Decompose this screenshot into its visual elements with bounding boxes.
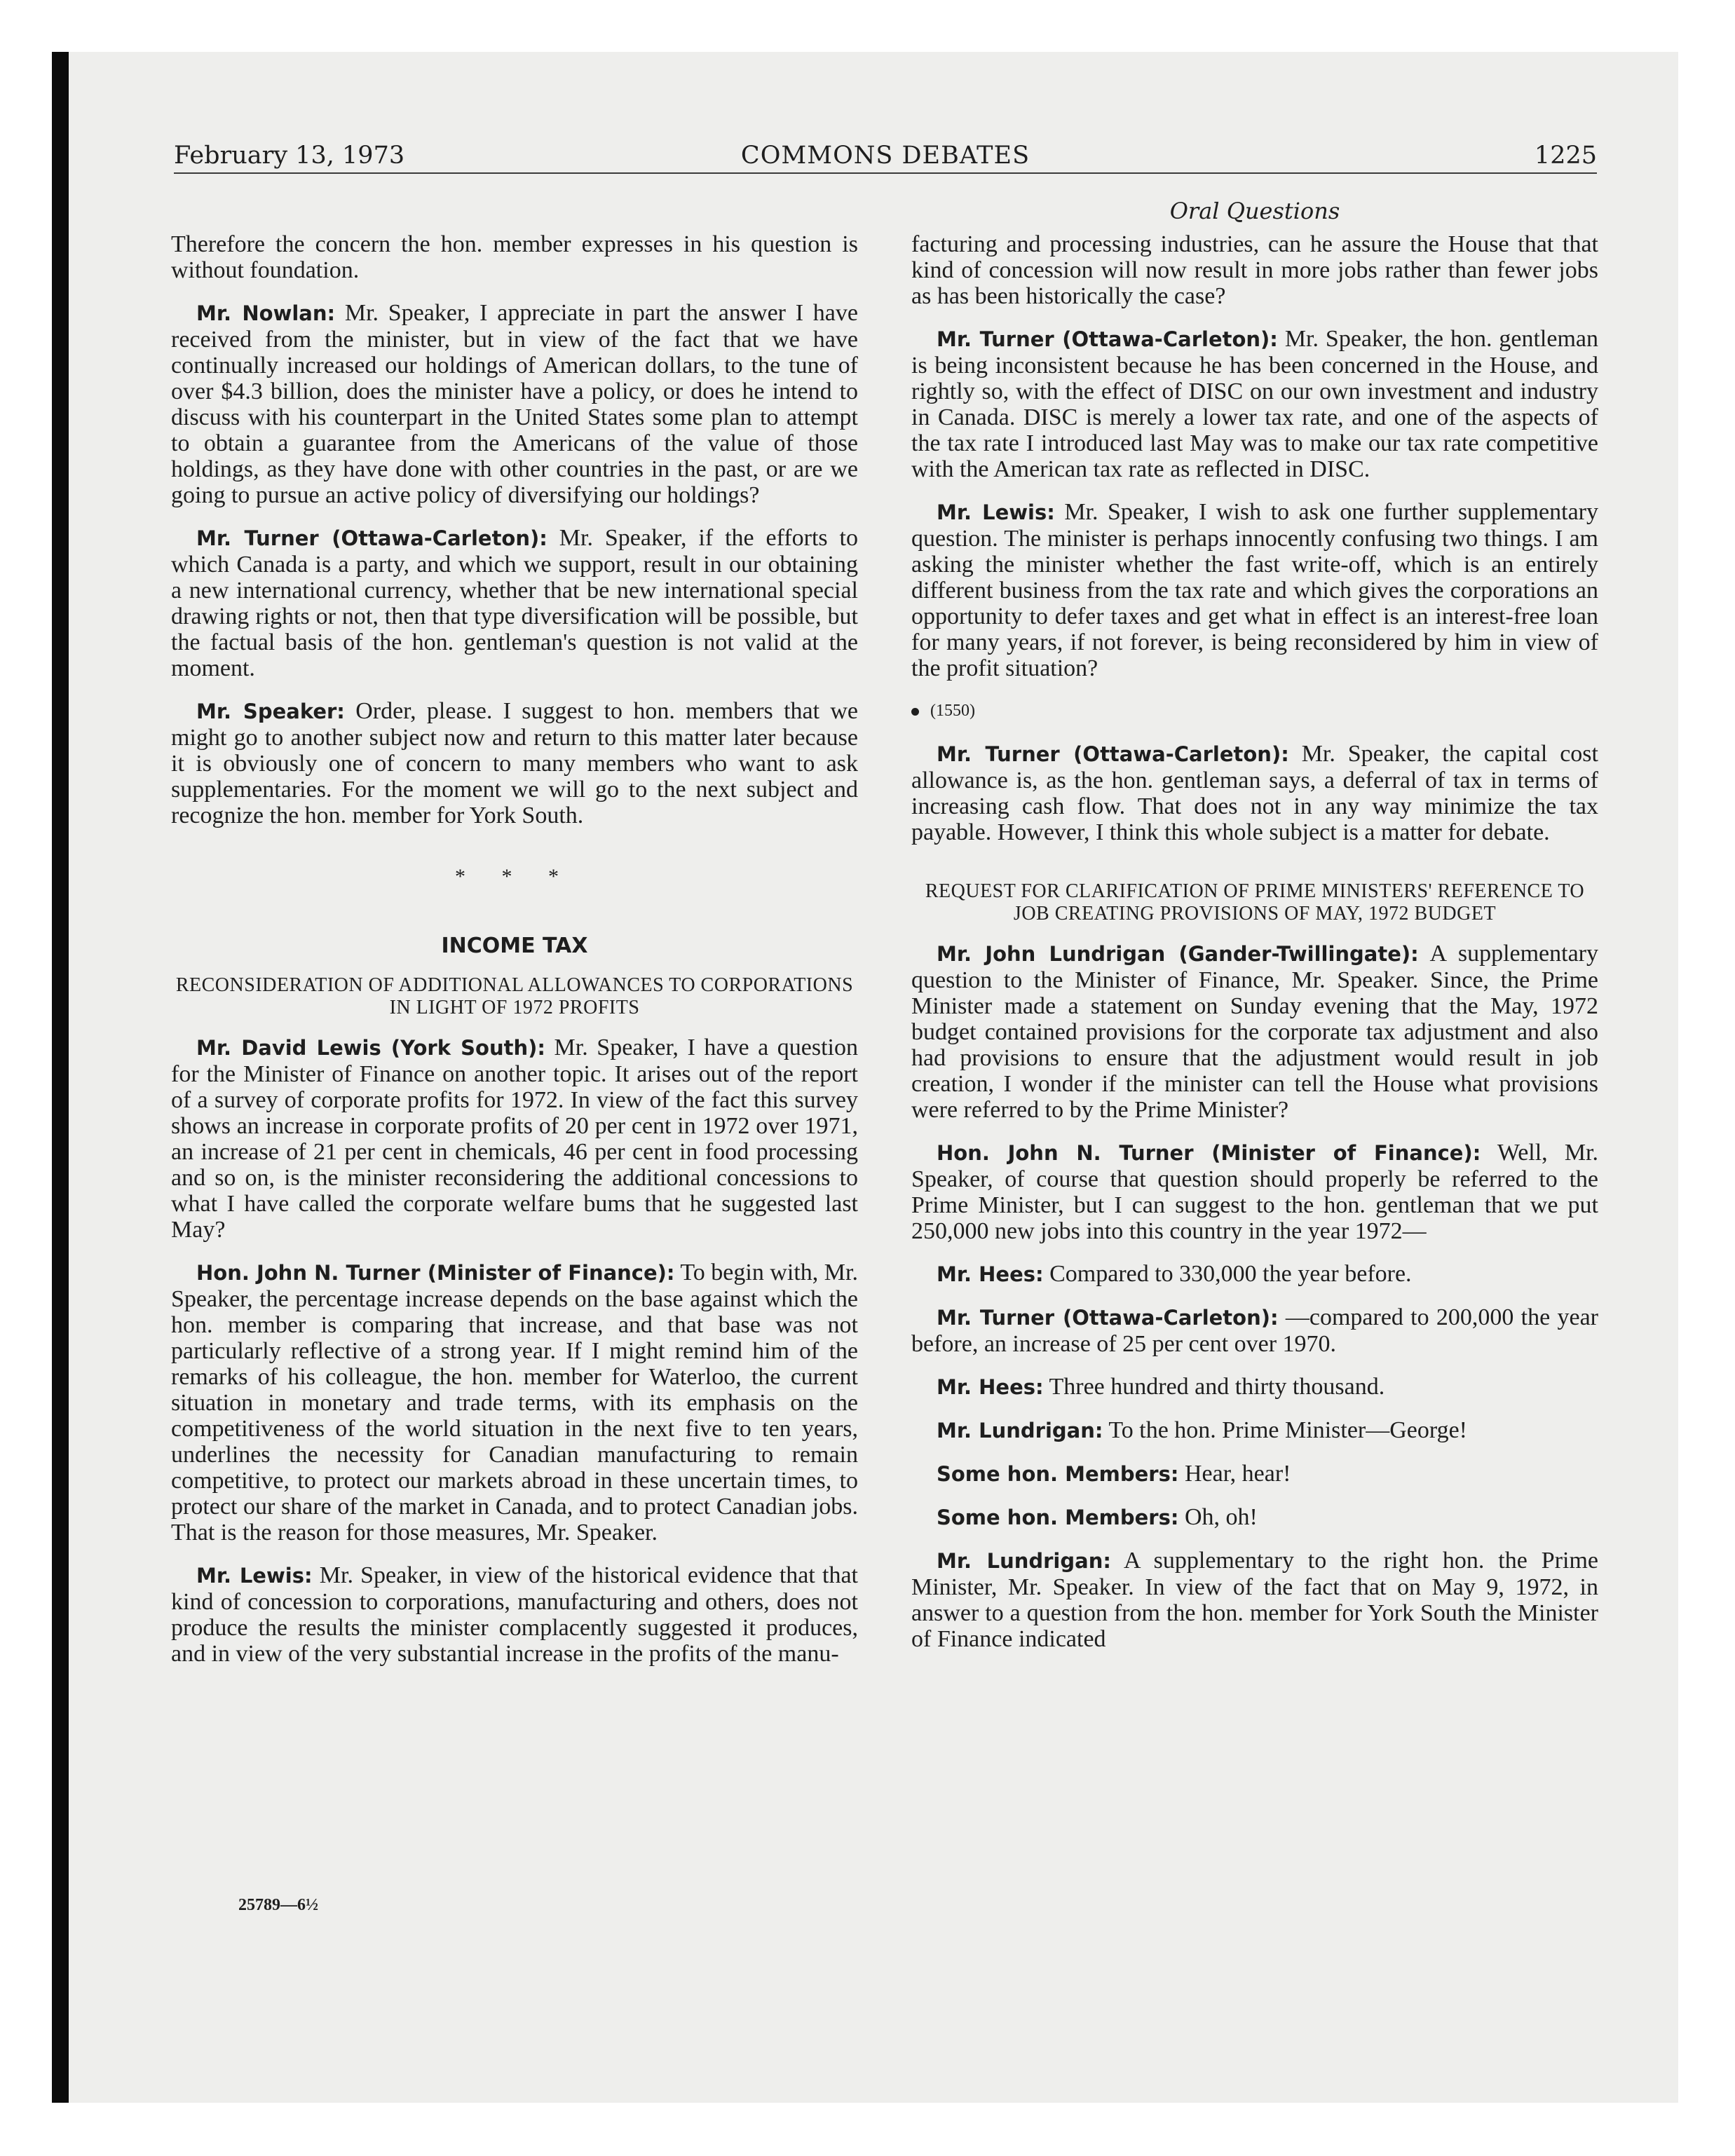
paragraph — [911, 1548, 1598, 1652]
speaker-name: Mr. Turner (Ottawa-Carleton): — [196, 526, 547, 550]
speaker-name: Mr. Hees: — [937, 1262, 1044, 1286]
paragraph-text: Mr. Speaker, I wish to ask one further supplementary question. The minister is perhaps innocently confusing two things. I am asking the minister whether the fast write-off, which is an entirely different business from the tax rate and which gives the corporations an opportunity to defer taxes and get what in effect is an interest-free loan for many years, if not forever, is being reconsidered by him in view of the profit situation? — [911, 499, 1598, 681]
paragraph — [171, 525, 858, 681]
topic-heading: INCOME TAX — [441, 934, 588, 958]
paragraph — [171, 231, 858, 283]
speaker-name: Mr. Speaker: — [196, 700, 345, 723]
time-marker — [911, 698, 1598, 724]
paragraph-text: Hear, hear! — [1178, 1461, 1291, 1487]
paragraph — [911, 326, 1598, 482]
paragraph-text: Compared to 330,000 the year before. — [1043, 1261, 1412, 1287]
paragraph — [911, 941, 1598, 1123]
paragraph-text: Well, Mr. Speaker, of course that question should properly be referred to the Prime Minister, but I can suggest to the hon. gentleman that we put 250,000 new jobs into this country in the year 1972— — [911, 1140, 1599, 1244]
time-marker-text: (1550) — [930, 702, 975, 720]
paragraph-text: A supplementary to the right hon. the Prime Minister, Mr. Speaker. In view of the fact that on May 9, 1972, in answer to a question from the hon. member for York South the Minister of Finance indicated — [911, 1548, 1598, 1652]
paragraph-text: A supplementary question to the Minister of Finance, Mr. Speaker. Since, the Prime Minister made a statement on Sunday evening that the May, 1972 budget contained provisions for the corporate tax adjustment and also had provisions to ensure that the adjustment would result in job creation, I wonder if the minister can tell the House what provisions were referred to by the Prime Minister? — [911, 941, 1599, 1123]
paragraph-text: Mr. Speaker, if the efforts to which Canada is a party, and which we support, result in our obtaining a new international currency, whether that be new international special drawing rights or not, then that type diversification will be possible, but the factual basis of the hon. gentleman's question is not valid at the moment. — [171, 525, 858, 681]
section-separator: * * * — [455, 865, 574, 888]
paragraph — [911, 1140, 1598, 1244]
speaker-name: Mr. Hees: — [937, 1375, 1044, 1399]
subtopic-heading: RECONSIDERATION OF ADDITIONAL ALLOWANCES TO CORPORATIONS IN LIGHT OF 1972 PROFITS — [175, 974, 854, 1018]
paragraph-text: To begin with, Mr. Speaker, the percentage increase depends on the base against which the hon. member is comparing that increase, and that base was not particularly reflective of a strong year. If I might remind him of the remarks of his colleague, the hon. member for Waterloo, the current situation in monetary and trade terms, with its emphasis on the competitiveness of the world situation in the next five to ten years, underlines the necessity for Canadian manufacturing to remain competitive, to protect our markets abroad in these uncertain times, to protect our share of the market in Canada, and to protect Canadian jobs. That is the reason for those measures, Mr. Speaker. — [171, 1260, 858, 1546]
speaker-name: Mr. Lewis: — [937, 500, 1055, 524]
left-column — [171, 231, 858, 1684]
speaker-name: Mr. Lewis: — [196, 1564, 313, 1588]
paragraph-text: Oh, oh! — [1178, 1504, 1258, 1530]
paragraph — [911, 1261, 1598, 1288]
paragraph-text: facturing and processing industries, can he assure the House that that kind of concession will now result in more jobs rather than fewer jobs as has been historically the case? — [911, 231, 1598, 309]
binding-edge — [52, 52, 69, 2103]
paragraph-text: Mr. Speaker, the hon. gentleman is being inconsistent because he has been concerned in the House, and rightly so, with the effect of DISC on our own investment and industry in Canada. DISC is merely a lower tax rate, and one of the aspects of the tax rate I introduced last May was to make our tax rate competitive with the American tax rate as reflected in DISC. — [911, 326, 1598, 482]
paragraph-text: Three hundred and thirty thousand. — [1043, 1374, 1385, 1400]
header-date: February 13, 1973 — [174, 142, 405, 170]
paragraph — [911, 1504, 1598, 1531]
paragraph — [911, 1304, 1598, 1357]
paragraph-text: Mr. Speaker, the capital cost allowance is, as the hon. gentleman says, a deferral of tax in terms of increasing cash flow. That does not in any way minimize the tax payable. However, I think this whole subject is a matter for debate. — [911, 741, 1598, 845]
speaker-name: Mr. Turner (Ottawa-Carleton): — [937, 327, 1278, 351]
speaker-name: Mr. Lundrigan: — [937, 1549, 1111, 1573]
paragraph-text: Therefore the concern the hon. member expresses in his question is without foundation. — [171, 231, 858, 283]
page-header — [174, 142, 1597, 174]
speaker-name: Some hon. Members: — [937, 1506, 1179, 1529]
page-number: 1225 — [1534, 142, 1597, 170]
speaker-name: Mr. Turner (Ottawa-Carleton): — [937, 742, 1289, 766]
bullet-icon — [911, 708, 919, 716]
subtopic-heading: REQUEST FOR CLARIFICATION OF PRIME MINISTERS' REFERENCE TO JOB CREATING PROVISIONS OF MAY, 1972 BUDGET — [925, 880, 1585, 925]
paragraph — [911, 499, 1598, 681]
speaker-name: Hon. John N. Turner (Minister of Finance): — [196, 1261, 675, 1285]
paragraph-text: Mr. Speaker, in view of the historical evidence that that kind of concession to corporations, manufacturing and others, does not produce the results the minister complacently suggested it produces, and in view of the very substantial increase in the profits of the manu- — [171, 1562, 858, 1667]
speaker-name: Some hon. Members: — [937, 1462, 1179, 1486]
speaker-name: Mr. David Lewis (York South): — [196, 1036, 545, 1060]
speaker-name: Mr. Nowlan: — [196, 301, 336, 325]
running-head: Oral Questions — [1169, 198, 1340, 224]
speaker-name: Mr. John Lundrigan (Gander-Twillingate): — [937, 942, 1419, 966]
paragraph — [171, 1035, 858, 1243]
speaker-name: Hon. John N. Turner (Minister of Finance): — [937, 1141, 1481, 1165]
paragraph-text: Order, please. I suggest to hon. members that we might go to another subject now and return to this matter later because it is obviously one of concern to many members who want to ask supplementaries. For the moment we will go to the next subject and recognize the hon. member for York South. — [171, 698, 858, 828]
right-column — [911, 231, 1598, 1669]
paragraph-text: —compared to 200,000 the year before, an increase of 25 per cent over 1970. — [911, 1304, 1598, 1357]
paragraph — [911, 1417, 1598, 1444]
print-code: 25789—6½ — [238, 1896, 318, 1914]
paragraph — [911, 231, 1598, 309]
paragraph — [171, 1562, 858, 1667]
paragraph — [171, 698, 858, 828]
paragraph-text: Mr. Speaker, I appreciate in part the answer I have received from the minister, but in view of the fact that we have continually increased our holdings of American dollars, to the tune of over $4.3 billion, does the minister have a policy, or does he intend to discuss with his counterpart in the United States some plan to attempt to obtain a guarantee from the Americans of the value of those holdings, as they have done with other countries in the past, or are we going to pursue an active policy of diversifying our holdings? — [171, 300, 858, 508]
header-title: COMMONS DEBATES — [740, 142, 1030, 170]
paragraph — [171, 1260, 858, 1546]
paragraph — [171, 300, 858, 508]
paragraph — [911, 1374, 1598, 1400]
paragraph-text: To the hon. Prime Minister—George! — [1103, 1417, 1467, 1443]
speaker-name: Mr. Turner (Ottawa-Carleton): — [937, 1306, 1279, 1330]
speaker-name: Mr. Lundrigan: — [937, 1419, 1103, 1442]
paragraph — [911, 741, 1598, 845]
paragraph — [911, 1461, 1598, 1487]
paragraph-text: Mr. Speaker, I have a question for the Minister of Finance on another topic. It arises out of the report of a survey of corporate profits for 1972. In view of the fact this survey shows an increase in corporate profits of 20 per cent in 1972 over 1971, an increase of 21 per cent in chemicals, 46 per cent in food processing and so on, is the minister reconsidering the additional concessions to what I have called the corporate welfare bums that he suggested last May? — [171, 1035, 858, 1243]
